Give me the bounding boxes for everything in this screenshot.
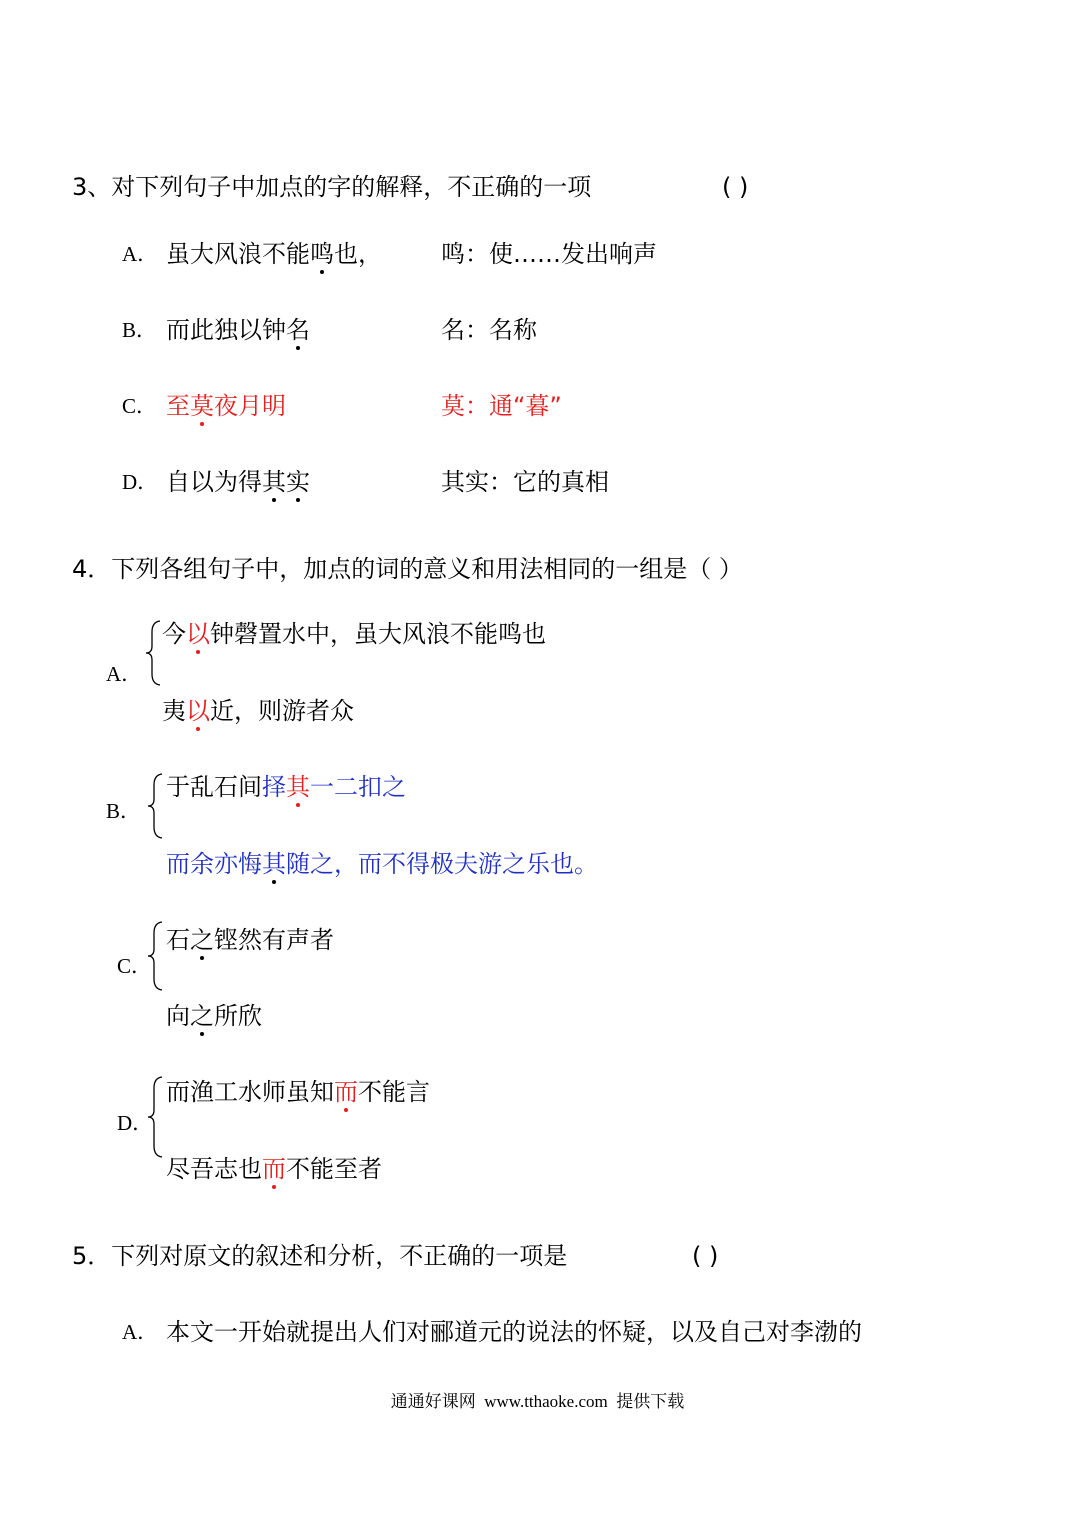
q4-group-d-line2: 尽吾志也而不能至者: [166, 1155, 382, 1183]
q4-group-a-label: A．: [106, 662, 143, 686]
q5-option-a-label: A．: [122, 1320, 159, 1344]
emphasis-dot-char: 莫: [190, 392, 214, 420]
emphasis-dot-char: 之: [190, 926, 214, 954]
q4-group-c-line2: 向之所欣: [166, 1002, 262, 1030]
q3-option-b-sentence: 而此独以钟名: [166, 316, 310, 344]
q3-option-d-sentence: 自以为得其实: [166, 468, 310, 496]
q3-option-b-label: B．: [122, 318, 158, 342]
q5-prompt: 5．下列对原文的叙述和分析，不正确的一项是: [72, 1242, 568, 1270]
q3-answer-paren: ( ): [722, 173, 749, 201]
q4-group-b-line2: 而余亦悔其随之，而不得极夫游之乐也。: [166, 850, 598, 878]
emphasis-dot-char: 以: [186, 697, 210, 725]
q3-option-c-sentence: 至莫夜月明: [166, 392, 286, 420]
q4-group-d-line1: 而渔工水师虽知而不能言: [166, 1078, 430, 1106]
page-footer: 通通好课网 www.tthaoke.com 提供下载: [390, 1392, 685, 1411]
q3-option-c-label: C．: [122, 394, 158, 418]
emphasis-dot-char: 鸣: [310, 240, 334, 268]
emphasis-dot-char: 名: [286, 316, 310, 344]
q3-option-c-gloss: 莫：通“暮”: [441, 392, 562, 420]
q3-option-b-gloss: 名：名称: [441, 316, 537, 344]
emphasis-dot-char: 其: [262, 850, 286, 878]
emphasis-dot-char: 以: [186, 620, 210, 648]
q3-option-a-label: A．: [122, 242, 159, 266]
q4-group-a-line1: 今以钟磬置水中，虽大风浪不能鸣也: [162, 620, 546, 648]
q3-option-a-gloss: 鸣：使……发出响声: [441, 240, 657, 268]
q3-option-d-label: D．: [122, 470, 159, 494]
q4-group-c-label: C．: [117, 954, 153, 978]
q4-group-b-line1: 于乱石间择其一二扣之: [166, 773, 406, 801]
q5-option-a-text: 本文一开始就提出人们对郦道元的说法的怀疑，以及自己对李渤的: [166, 1318, 862, 1346]
q5-answer-paren: ( ): [692, 1242, 719, 1270]
brace-icon: [144, 620, 164, 686]
emphasis-dot-char: 其: [286, 773, 310, 801]
q3-option-a-sentence: 虽大风浪不能鸣也，: [166, 240, 382, 268]
emphasis-dot-char: 而: [334, 1078, 358, 1106]
q4-group-d-label: D．: [117, 1111, 154, 1135]
q4-group-b-label: B．: [106, 799, 142, 823]
emphasis-dot-char: 其: [262, 468, 286, 496]
q4-group-a-line2: 夷以近，则游者众: [162, 697, 354, 725]
q4-group-c-line1: 石之铿然有声者: [166, 926, 334, 954]
brace-icon: [146, 773, 166, 839]
emphasis-dot-char: 实: [286, 468, 310, 496]
emphasis-dot-char: 而: [262, 1155, 286, 1183]
emphasis-dot-char: 之: [190, 1002, 214, 1030]
q4-prompt: 4．下列各组句子中，加点的词的意义和用法相同的一组是（ ）: [72, 555, 743, 583]
q3-option-d-gloss: 其实：它的真相: [441, 468, 609, 496]
q3-prompt: 3、对下列句子中加点的字的解释，不正确的一项: [72, 173, 592, 201]
